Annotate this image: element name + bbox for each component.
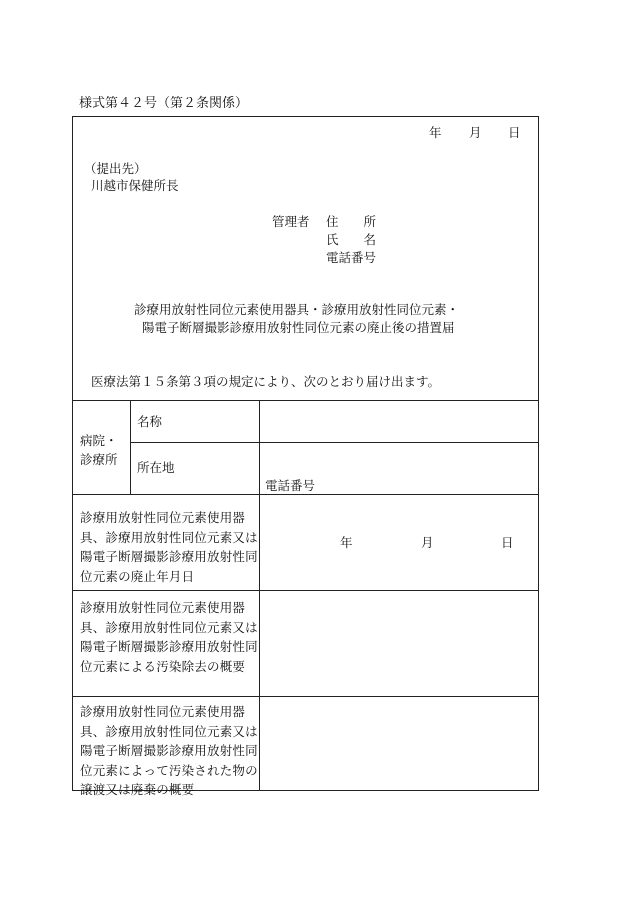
- table-line-after-decontamination: [72, 696, 539, 697]
- manager-label: 管理者: [272, 214, 310, 229]
- table-top-line: [72, 400, 539, 401]
- manager-address-label: 住 所: [326, 214, 377, 229]
- form-number: 様式第４２号（第２条関係）: [79, 96, 249, 111]
- table-line-after-date: [72, 590, 539, 591]
- facility-label: 病院・ 診療所: [80, 433, 118, 467]
- header-date-month: 月: [469, 125, 482, 140]
- table-line-name-location: [130, 442, 539, 443]
- document-title-line1: 診療用放射性同位元素使用器具・診療用放射性同位元素・: [134, 302, 460, 317]
- facility-name-label: 名称: [137, 414, 163, 429]
- facility-phone-label: 電話番号: [265, 478, 316, 493]
- transfer-disposal-summary-label: 診療用放射性同位元素使用器具、診療用放射性同位元素又は陽電子断層撮影診療用放射性同位元素によって汚染された物の譲渡又は廃棄の概要: [80, 704, 258, 797]
- manager-name-label: 氏 名: [326, 232, 377, 247]
- abolition-date-label: 診療用放射性同位元素使用器具、診療用放射性同位元素又は陽電子断層撮影診療用放射性同位元素の廃止年月日: [80, 510, 258, 584]
- submit-to-label: （提出先）: [84, 161, 147, 176]
- manager-phone-label: 電話番号: [326, 250, 377, 265]
- transfer-disposal-summary-value[interactable]: [262, 699, 536, 788]
- header-date-day: 日: [508, 125, 521, 140]
- abolition-date-month: 月: [421, 535, 434, 550]
- table-vline-main: [259, 400, 260, 791]
- recipient: 川越市保健所長: [91, 178, 179, 193]
- facility-location-label: 所在地: [137, 460, 175, 475]
- abolition-date-day: 日: [501, 535, 514, 550]
- decontamination-summary-label: 診療用放射性同位元素使用器具、診療用放射性同位元素又は陽電子断層撮影診療用放射性同位元素による汚染除去の概要: [80, 600, 258, 674]
- facility-name-value[interactable]: [262, 403, 536, 440]
- document-title-line2: 陽電子断層撮影診療用放射性同位元素の廃止後の措置届: [142, 320, 455, 335]
- header-date-year: 年: [429, 125, 442, 140]
- abolition-date-year: 年: [340, 535, 353, 550]
- table-line-after-facility: [72, 494, 539, 495]
- facility-location-value[interactable]: [262, 445, 536, 475]
- decontamination-summary-value[interactable]: [262, 593, 536, 693]
- table-vline-facility: [130, 400, 131, 494]
- statement-text: 医療法第１５条第３項の規定により、次のとおり届け出ます。: [91, 374, 441, 389]
